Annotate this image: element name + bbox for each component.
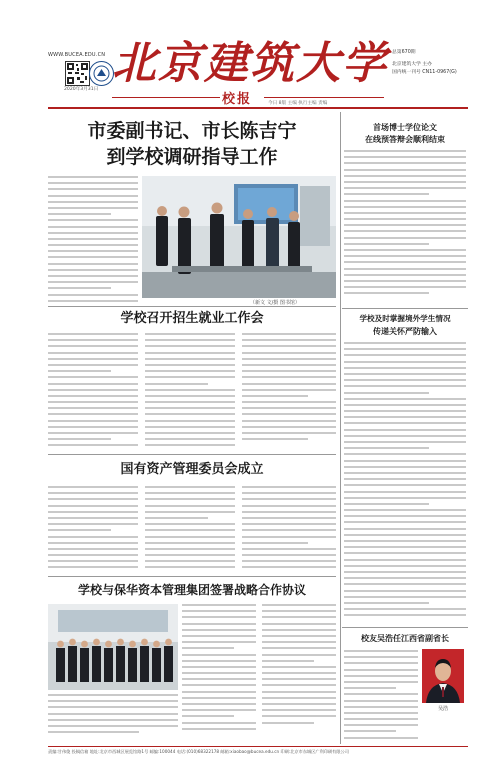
portrait-icon [422, 649, 464, 703]
article3-col3-text [242, 486, 336, 574]
lead-headline-line1: 市委副书记、市长陈吉宁 [87, 120, 297, 142]
masthead-info [392, 49, 462, 77]
sidebar2-title-line1: 学校及时掌握境外学生情况 [359, 314, 451, 323]
issue-number: 总第670期 [392, 50, 416, 55]
cn-code: 国内统一刊号 CN11-0967(G) [392, 70, 457, 75]
article3-col2-text [145, 486, 235, 574]
sidebar1-bottom-rule [342, 308, 468, 309]
sidebar1-title-line2: 在线预答辩会顺利结束 [365, 134, 445, 144]
article4-bottom-text [48, 694, 178, 740]
article2-headline: 学校召开招生就业工作会 [120, 311, 264, 326]
masthead-title: 北京建筑大学 [112, 38, 388, 89]
article4-top-rule [48, 576, 336, 577]
article4-headline: 学校与保华资本管理集团签署战略合作协议 [77, 583, 306, 597]
sidebar1-title-line1: 首场博士学位论文 [373, 122, 437, 132]
article2-top-rule [48, 306, 336, 307]
group-photo-icon [48, 604, 178, 690]
lead-body-text [48, 176, 138, 304]
article2-col1-text [48, 333, 138, 451]
article2-col3-text [242, 333, 336, 451]
meeting-photo-icon [142, 176, 336, 298]
article2-col2-text [145, 333, 235, 451]
site-url: WWW.BUCEA.EDU.CN [48, 52, 106, 58]
issue-date: 2020年3月31日 [64, 87, 99, 92]
university-logo [89, 61, 114, 86]
sidebar-divider [340, 112, 341, 744]
qr-code [65, 61, 90, 86]
lead-headline-line2: 到学校调研指导工作 [106, 146, 278, 168]
university-emblem-icon [90, 62, 113, 85]
signing-photo [48, 604, 178, 690]
section-name: 校报 [222, 92, 253, 107]
lead-byline: （新文 文/摄 图书馆） [250, 300, 300, 306]
qr-code-icon [66, 62, 89, 85]
masthead-left-rule [112, 97, 220, 98]
sidebar1-body-text [344, 150, 466, 300]
sidebar2-title-line2: 传递关怀严防输入 [373, 326, 437, 336]
footer-text: 责编:甘伟俊 投稿信箱 地址:北京市西城区展览馆路1号 邮编:100044 电话:(010)68322178 邮箱:xiaobao@bucea.edu.cn 印刷:北京市东城区广利印刷有限公司 [48, 749, 349, 754]
article4-col2-text [262, 604, 336, 740]
masthead-bottom-rule [48, 107, 468, 109]
sidebar3-title: 校友吴浩任江西省副省长 [361, 633, 449, 643]
masthead-right-rule [264, 97, 384, 98]
article3-headline: 国有资产管理委员会成立 [120, 462, 264, 477]
sponsor: 北京建筑大学 主办 [392, 62, 432, 67]
sidebar3-body-text [344, 650, 418, 742]
sidebar2-body-text [344, 342, 466, 624]
editor-line: 今日 8版 主编 执行主编 责编 [268, 101, 328, 106]
portrait-caption: 吴浩 [437, 706, 448, 712]
article3-top-rule [48, 454, 336, 455]
lead-photo [142, 176, 336, 298]
portrait-photo [422, 649, 464, 703]
article3-col1-text [48, 486, 138, 574]
footer-rule [48, 746, 468, 747]
article4-col1-text [182, 604, 256, 740]
sidebar2-bottom-rule [342, 627, 468, 628]
